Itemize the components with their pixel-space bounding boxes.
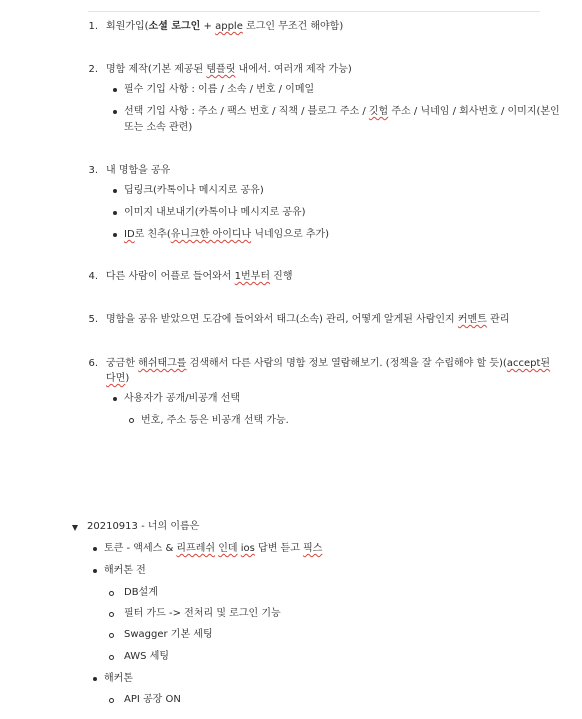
list-item-token: 토큰 - 액세스 & 리프레쉬 인데 ios 답변 듣고 픽스 <box>104 543 323 554</box>
circle-bullet-icon <box>129 418 134 423</box>
list-item-hashtag-search: 궁금한 해쉬태그를 검색해서 다른 사람의 명함 정보 열람해보기. (정책을 잘 수립해야 할 듯)(accept된 <box>106 358 551 369</box>
toggle-arrow-icon[interactable] <box>72 525 78 531</box>
list-item-share-card: 내 명함을 공유 <box>106 165 171 176</box>
list-item-db-design: DB설계 <box>124 587 158 598</box>
bullet-icon <box>113 110 117 114</box>
top-divider <box>88 11 540 12</box>
circle-bullet-icon <box>109 655 114 660</box>
list-item-image-export: 이미지 내보내기(카톡이나 메시지로 공유) <box>124 207 306 218</box>
list-item-hackathon: 해커톤 <box>104 673 133 684</box>
list-item-add-friend: ID로 친추(유니크한 아이디나 닉네임으로 추가) <box>124 229 330 240</box>
list-item-received-cards: 명함을 공유 받았으면 도감에 들어와서 태그(소속) 관리, 어떻게 알게된 사람인지 커멘트 관리 <box>106 314 510 325</box>
list-item-optional-fields: 선택 기입 사항 : 주소 / 팩스 번호 / 직책 / 블로그 주소 / 깃헙 주소 / 닉네임 / 회사번호 / 이미지(본인 <box>124 106 560 117</box>
bullet-icon <box>113 211 117 215</box>
toggle-heading[interactable]: 20210913 - 너의 이름은 <box>87 521 200 532</box>
list-number: 3. <box>88 165 98 176</box>
list-item-hashtag-search-cont: 다면) <box>106 373 130 384</box>
circle-bullet-icon <box>109 612 114 617</box>
circle-bullet-icon <box>109 698 114 703</box>
list-item-others-join: 다른 사람이 어플로 들어와서 1번부터 진행 <box>106 271 293 282</box>
bullet-icon <box>113 189 117 193</box>
list-item-aws: AWS 세팅 <box>124 651 170 662</box>
bullet-icon <box>113 88 117 92</box>
list-number: 4. <box>88 271 98 282</box>
bullet-icon <box>93 547 97 551</box>
list-item-swagger: Swagger 기본 세팅 <box>124 629 213 640</box>
circle-bullet-icon <box>109 591 114 596</box>
bullet-icon <box>113 233 117 237</box>
bullet-icon <box>93 569 97 573</box>
list-item-visibility-choice: 사용자가 공개/비공개 선택 <box>124 393 240 404</box>
circle-bullet-icon <box>109 633 114 638</box>
list-item-before-hackathon: 해커톤 전 <box>104 565 146 576</box>
list-item-signup: 회원가입(소셜 로그인 + apple 로그인 무조건 해야함) <box>106 21 344 32</box>
list-item-required-fields: 필수 기입 사항 : 이름 / 소속 / 번호 / 이메일 <box>124 84 315 95</box>
list-item-card-creation: 명함 제작(기본 제공된 템플릿 내에서. 여러개 제작 가능) <box>106 64 352 75</box>
list-item-deeplink: 딥링크(카톡이나 메시지로 공유) <box>124 185 264 196</box>
list-number: 2. <box>88 64 98 75</box>
bullet-icon <box>93 677 97 681</box>
list-item-optional-fields-cont: 또는 소속 관련) <box>124 122 193 133</box>
list-item-filter-guard: 필터 가드 -> 전처리 및 로그인 기능 <box>124 608 281 619</box>
list-item-api-factory: API 공장 ON <box>124 694 181 705</box>
list-number: 6. <box>88 358 98 369</box>
list-number: 5. <box>88 314 98 325</box>
list-item-private-fields: 번호, 주소 등은 비공개 선택 가능. <box>141 415 289 426</box>
list-number: 1. <box>88 21 98 32</box>
bullet-icon <box>113 397 117 401</box>
